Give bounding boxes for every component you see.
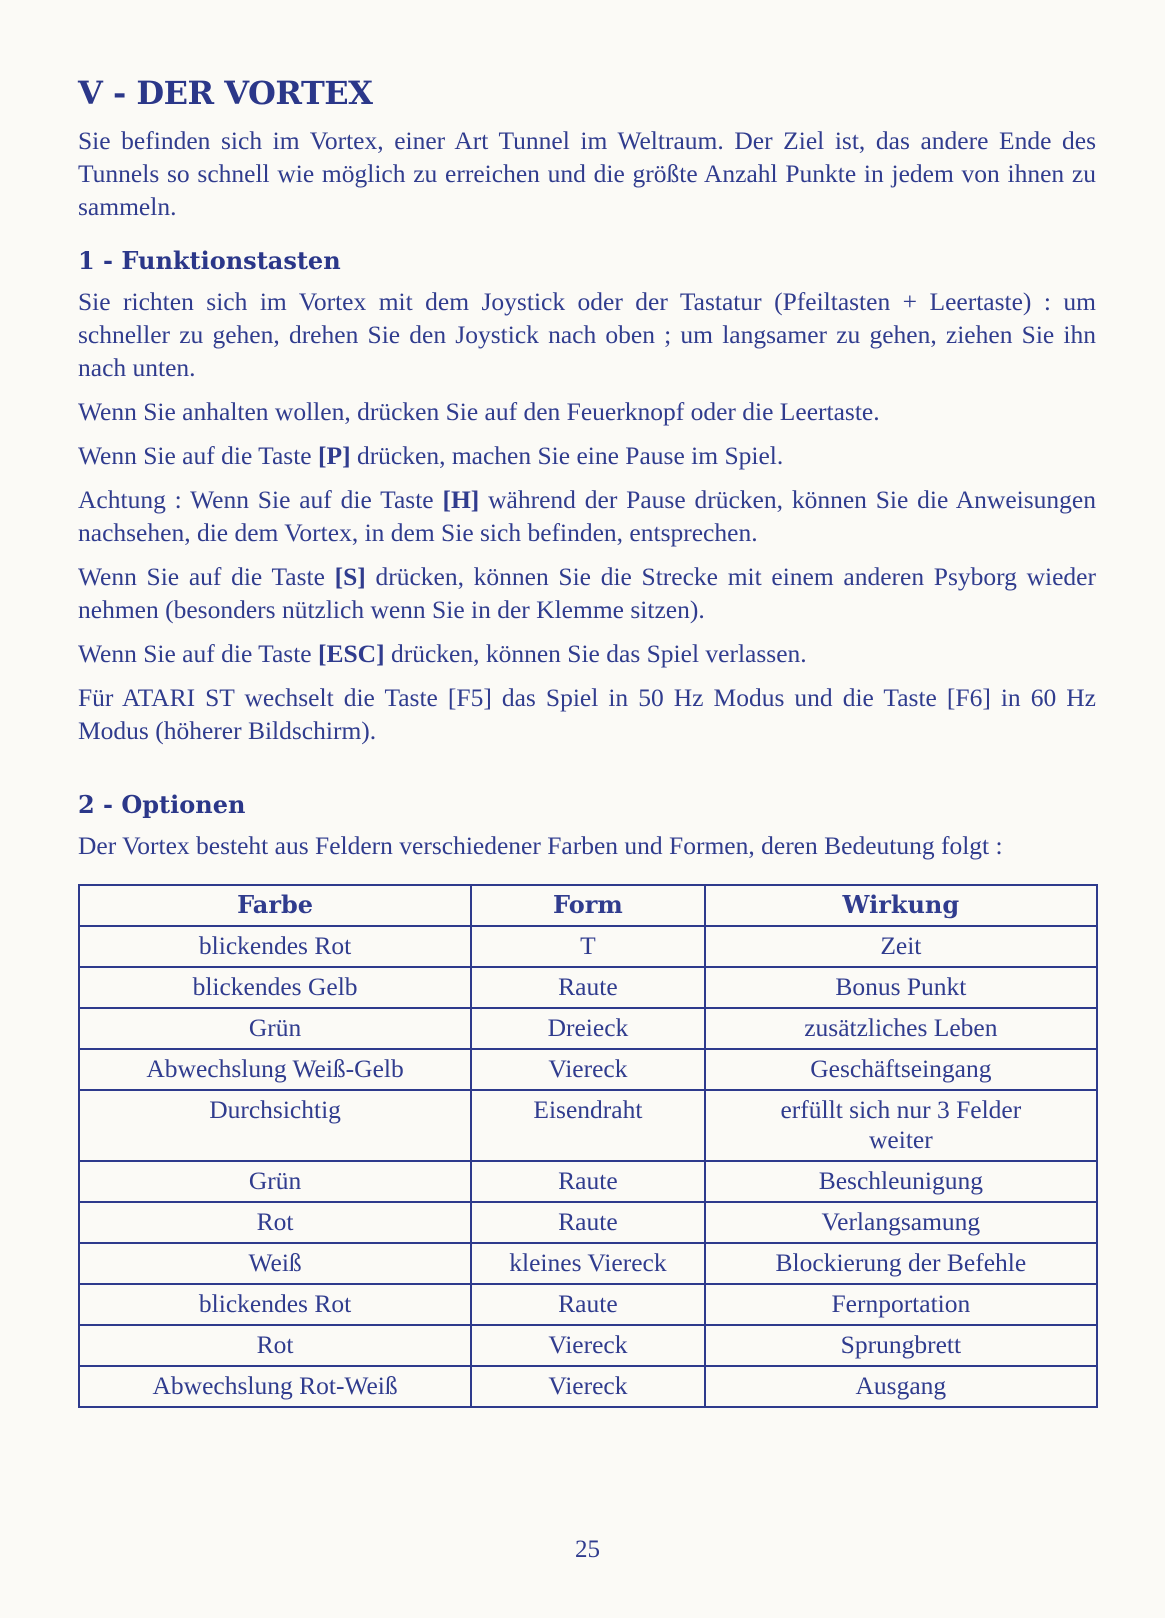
table-row (79, 1202, 1097, 1243)
table-row (79, 1366, 1097, 1407)
paragraph-quit: Wenn Sie auf die Taste [ESC] drücken, können Sie das Spiel verlassen. (78, 639, 807, 668)
table-cell: Abwechslung Rot-Weiß (79, 1366, 471, 1407)
table-cell: Grün (79, 1008, 471, 1049)
page-title: V - DER VORTEX (78, 74, 373, 112)
paragraph-restart: Wenn Sie auf die Taste [S] drücken, können Sie die Strecke mit einem anderen Psyborg wieder nehmen (besonders nützlich wenn Sie in der Klemme sitzen). (78, 562, 1096, 624)
table-cell: erfüllt sich nur 3 Felder weiter (705, 1090, 1097, 1161)
paragraph-options-intro: Der Vortex besteht aus Feldern verschiedener Farben und Formen, deren Bedeutung folgt : (78, 831, 1003, 860)
paragraph-controls: Sie richten sich im Vortex mit dem Joystick oder der Tastatur (Pfeiltasten + Leertaste) : um schneller zu gehen, drehen Sie den Joystick nach oben ; um langsamer zu gehen, ziehen Sie ihn nach unten. (78, 287, 1096, 382)
table-cell: T (471, 926, 705, 967)
table-cell: blickendes Rot (79, 1284, 471, 1325)
table-cell: Sprungbrett (705, 1325, 1097, 1366)
paragraph-stop: Wenn Sie anhalten wollen, drücken Sie auf den Feuerknopf oder die Leertaste. (78, 397, 880, 426)
table-row (79, 1325, 1097, 1366)
key-s: [S] (334, 562, 366, 591)
table-cell: zusätzliches Leben (705, 1008, 1097, 1049)
key-h: [H] (442, 485, 480, 514)
table-cell: blickendes Rot (79, 926, 471, 967)
table-cell: Bonus Punkt (705, 967, 1097, 1008)
key-esc: [ESC] (318, 639, 385, 668)
table-cell: Viereck (471, 1325, 705, 1366)
table-cell: Raute (471, 1284, 705, 1325)
document-page (78, 62, 1096, 1408)
table-cell: Eisendraht (471, 1090, 705, 1161)
key-p: [P] (318, 441, 351, 470)
table-row (79, 1161, 1097, 1202)
table-row (79, 967, 1097, 1008)
table-cell: Rot (79, 1325, 471, 1366)
paragraph-help: Achtung : Wenn Sie auf die Taste [H] während der Pause drücken, können Sie die Anweisungen nachsehen, die dem Vortex, in dem Sie sich befinden, entsprechen. (78, 485, 1096, 547)
table-cell: Raute (471, 1202, 705, 1243)
intro-paragraph: Sie befinden sich im Vortex, einer Art Tunnel im Weltraum. Der Ziel ist, das andere Ende des Tunnels so schnell wie möglich zu erreichen und die größte Anzahl Punkte in jedem von ihnen zu sammeln. (78, 126, 1096, 221)
table-cell: blickendes Gelb (79, 967, 471, 1008)
table-cell: Fernportation (705, 1284, 1097, 1325)
table-cell: kleines Viereck (471, 1243, 705, 1284)
table-cell: Beschleunigung (705, 1161, 1097, 1202)
table-cell: Raute (471, 967, 705, 1008)
column-header: Form (471, 885, 705, 926)
table-cell: Viereck (471, 1366, 705, 1407)
table-cell: Geschäftseingang (705, 1049, 1097, 1090)
section-heading-optionen: 2 - Optionen (78, 790, 246, 819)
table-cell: Viereck (471, 1049, 705, 1090)
table-header-row (79, 885, 1097, 926)
column-header: Wirkung (705, 885, 1097, 926)
table-row (79, 1008, 1097, 1049)
column-header: Farbe (79, 885, 471, 926)
table-cell: Verlangsamung (705, 1202, 1097, 1243)
paragraph-pause: Wenn Sie auf die Taste [P] drücken, machen Sie eine Pause im Spiel. (78, 441, 784, 470)
table-row (79, 1090, 1097, 1161)
table-cell: Raute (471, 1161, 705, 1202)
table-row (79, 1049, 1097, 1090)
table-row (79, 1243, 1097, 1284)
table-cell: Blockierung der Befehle (705, 1243, 1097, 1284)
paragraph-atari: Für ATARI ST wechselt die Taste [F5] das Spiel in 50 Hz Modus und die Taste [F6] in 60 Hz Modus (höherer Bildschirm). (78, 683, 1096, 745)
table-row (79, 926, 1097, 967)
table-cell: Ausgang (705, 1366, 1097, 1407)
fields-table (78, 884, 1098, 1408)
page-number: 25 (575, 1536, 600, 1563)
table-row (79, 1284, 1097, 1325)
table-cell: Durchsichtig (79, 1090, 471, 1161)
table-cell: Rot (79, 1202, 471, 1243)
table-cell: Grün (79, 1161, 471, 1202)
table-cell: Weiß (79, 1243, 471, 1284)
table-cell: Abwechslung Weiß-Gelb (79, 1049, 471, 1090)
table-cell: Dreieck (471, 1008, 705, 1049)
section-heading-funktionstasten: 1 - Funktionstasten (78, 246, 341, 275)
table-cell: Zeit (705, 926, 1097, 967)
